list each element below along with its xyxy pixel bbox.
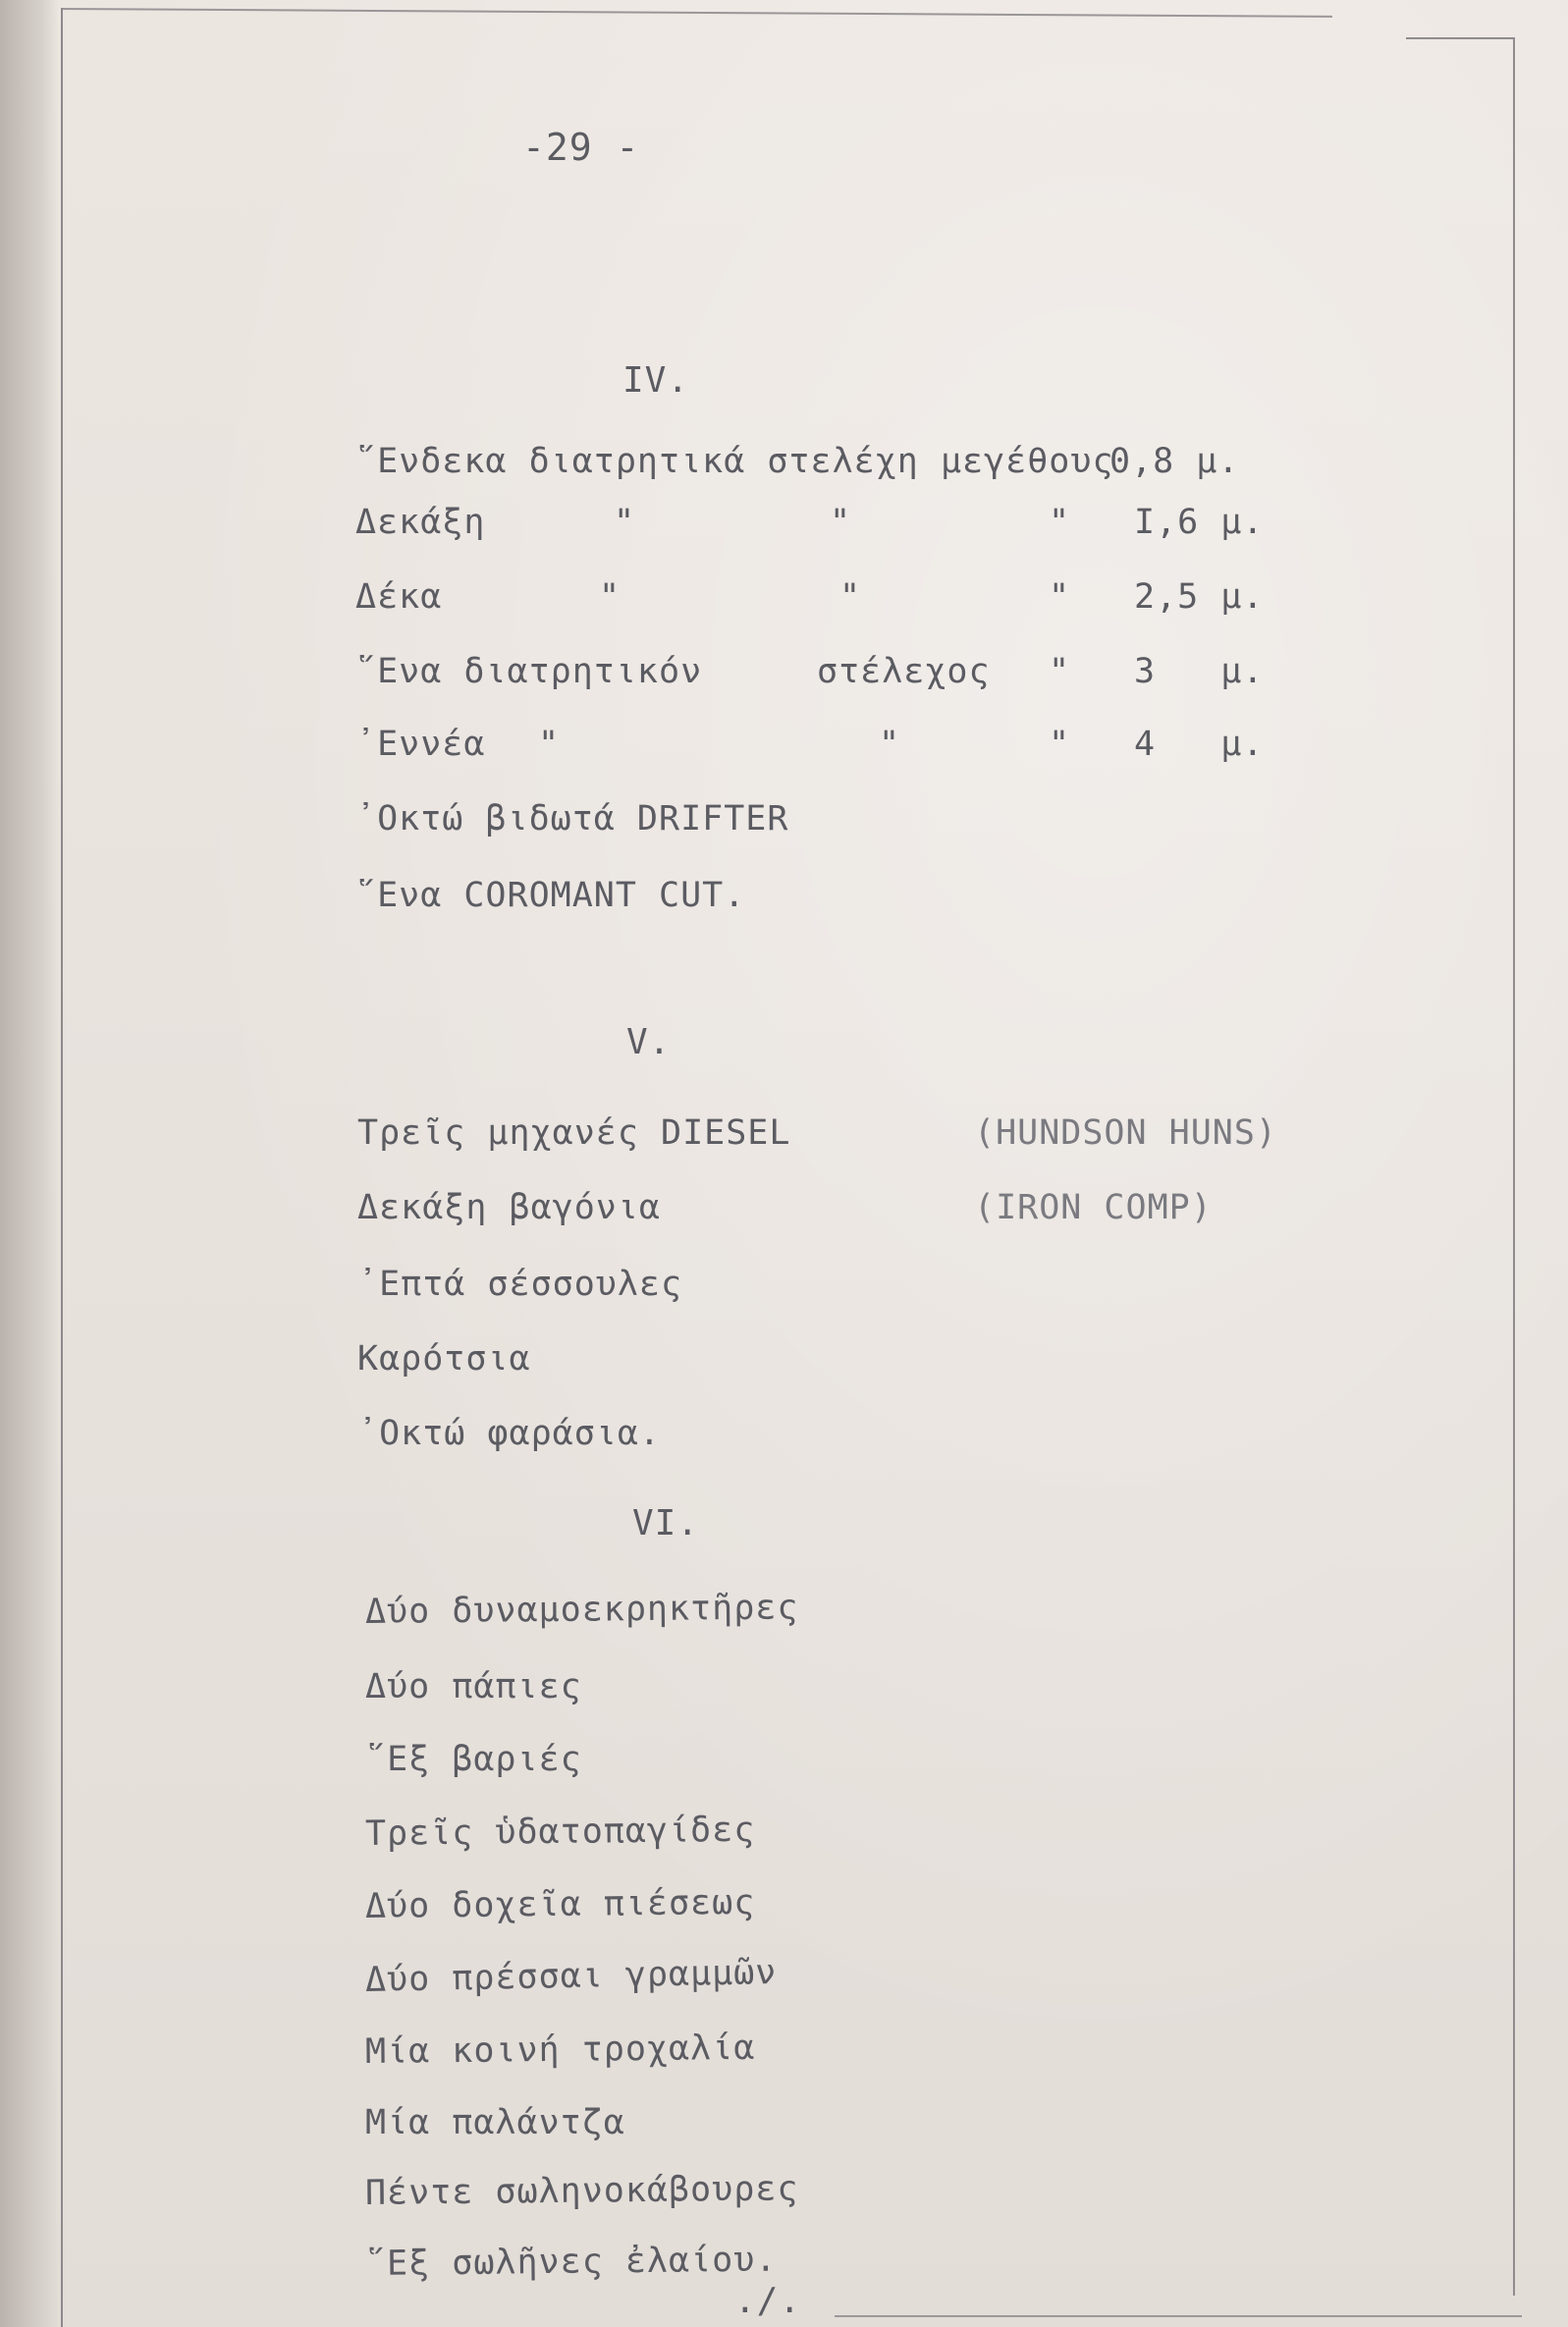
page-edge-shadow — [0, 0, 59, 2327]
vi-item-8: Μία παλάντζα — [365, 2103, 625, 2142]
vi-item-1: Δύο δυναμοεκρηκτῆρες — [364, 1588, 799, 1632]
section-heading-vi: VI. — [632, 1503, 700, 1543]
iv-row-2-ditto-1: " — [614, 503, 636, 542]
iv-row-3-ditto-2: " — [839, 577, 862, 617]
vi-item-6: Δύο πρέσσαι γραμμῶν — [364, 1952, 778, 2000]
page-number: -29 - — [522, 126, 640, 169]
vi-item-10: ῞Εξ σωλῆνες ἐλαίου. — [364, 2240, 778, 2284]
iv-row-4-value: 3 μ. — [1134, 652, 1265, 691]
iv-row-2-ditto-3: " — [1049, 503, 1071, 542]
iv-extra-2: ῞Ενα COROMANT CUT. — [355, 876, 746, 915]
iv-row-3-ditto-1: " — [599, 577, 622, 617]
iv-row-5-value: 4 μ. — [1134, 725, 1265, 764]
iv-extra-1: ᾿Οκτώ βιδωτά DRIFTER — [355, 799, 789, 839]
iv-row-3-ditto-3: " — [1049, 577, 1071, 617]
v-row-4-name: Καρότσια — [357, 1339, 531, 1379]
continuation-mark: ./. — [734, 2281, 802, 2321]
frame-line-left — [61, 8, 63, 2327]
vi-item-3: ῞Εξ βαριές — [365, 1740, 582, 1779]
v-row-1-note: (HUNDSON HUNS) — [974, 1113, 1278, 1153]
iv-row-5-ditto-2: " — [879, 725, 901, 764]
iv-row-2-ditto-2: " — [830, 503, 852, 542]
v-row-2-name: Δεκάξη βαγόνια — [357, 1188, 662, 1227]
v-row-5-name: ᾿Οκτώ φαράσια. — [357, 1414, 662, 1453]
iv-row-1-value: 0,8 μ. — [1109, 442, 1240, 481]
iv-row-3-name: Δέκα — [355, 577, 443, 617]
vi-item-2: Δύο πάπιες — [365, 1667, 582, 1706]
section-heading-v: V. — [626, 1022, 672, 1062]
frame-line-right — [1513, 37, 1515, 2296]
frame-line-top — [61, 8, 1332, 18]
iv-row-2-value: I,6 μ. — [1134, 503, 1265, 542]
iv-row-5-ditto-1: " — [538, 725, 561, 764]
vi-item-7: Μία κοινή τροχαλία — [364, 2028, 756, 2072]
iv-row-3-value: 2,5 μ. — [1134, 577, 1265, 617]
iv-row-5-name: ᾿Εννέα — [355, 725, 486, 764]
frame-line-top-right — [1406, 37, 1514, 39]
iv-row-4-middle: στέλεχος — [817, 652, 991, 691]
iv-row-5-ditto-3: " — [1049, 725, 1071, 764]
v-row-3-name: ᾿Επτά σέσσουλες — [357, 1265, 683, 1304]
frame-line-bottom — [835, 2315, 1522, 2317]
vi-item-4: Τρεῖς ὑδατοπαγίδες — [364, 1810, 756, 1854]
section-heading-iv: IV. — [622, 360, 690, 401]
v-row-1-name: Τρεῖς μηχανές DIESEL — [357, 1113, 791, 1153]
vi-item-9: Πέντε σωληνοκάβουρες — [364, 2169, 799, 2213]
iv-row-2-name: Δεκάξη — [355, 503, 486, 542]
iv-row-4-name: ῞Ενα διατρητικόν — [355, 652, 703, 691]
iv-row-1-name: ῞Ενδεκα διατρητικά στελέχη μεγέθους — [355, 442, 1114, 481]
vi-item-5: Δύο δοχεῖα πιέσεως — [364, 1882, 756, 1926]
v-row-2-note: (IRON COMP) — [974, 1188, 1213, 1227]
iv-row-4-ditto-3: " — [1049, 652, 1071, 691]
